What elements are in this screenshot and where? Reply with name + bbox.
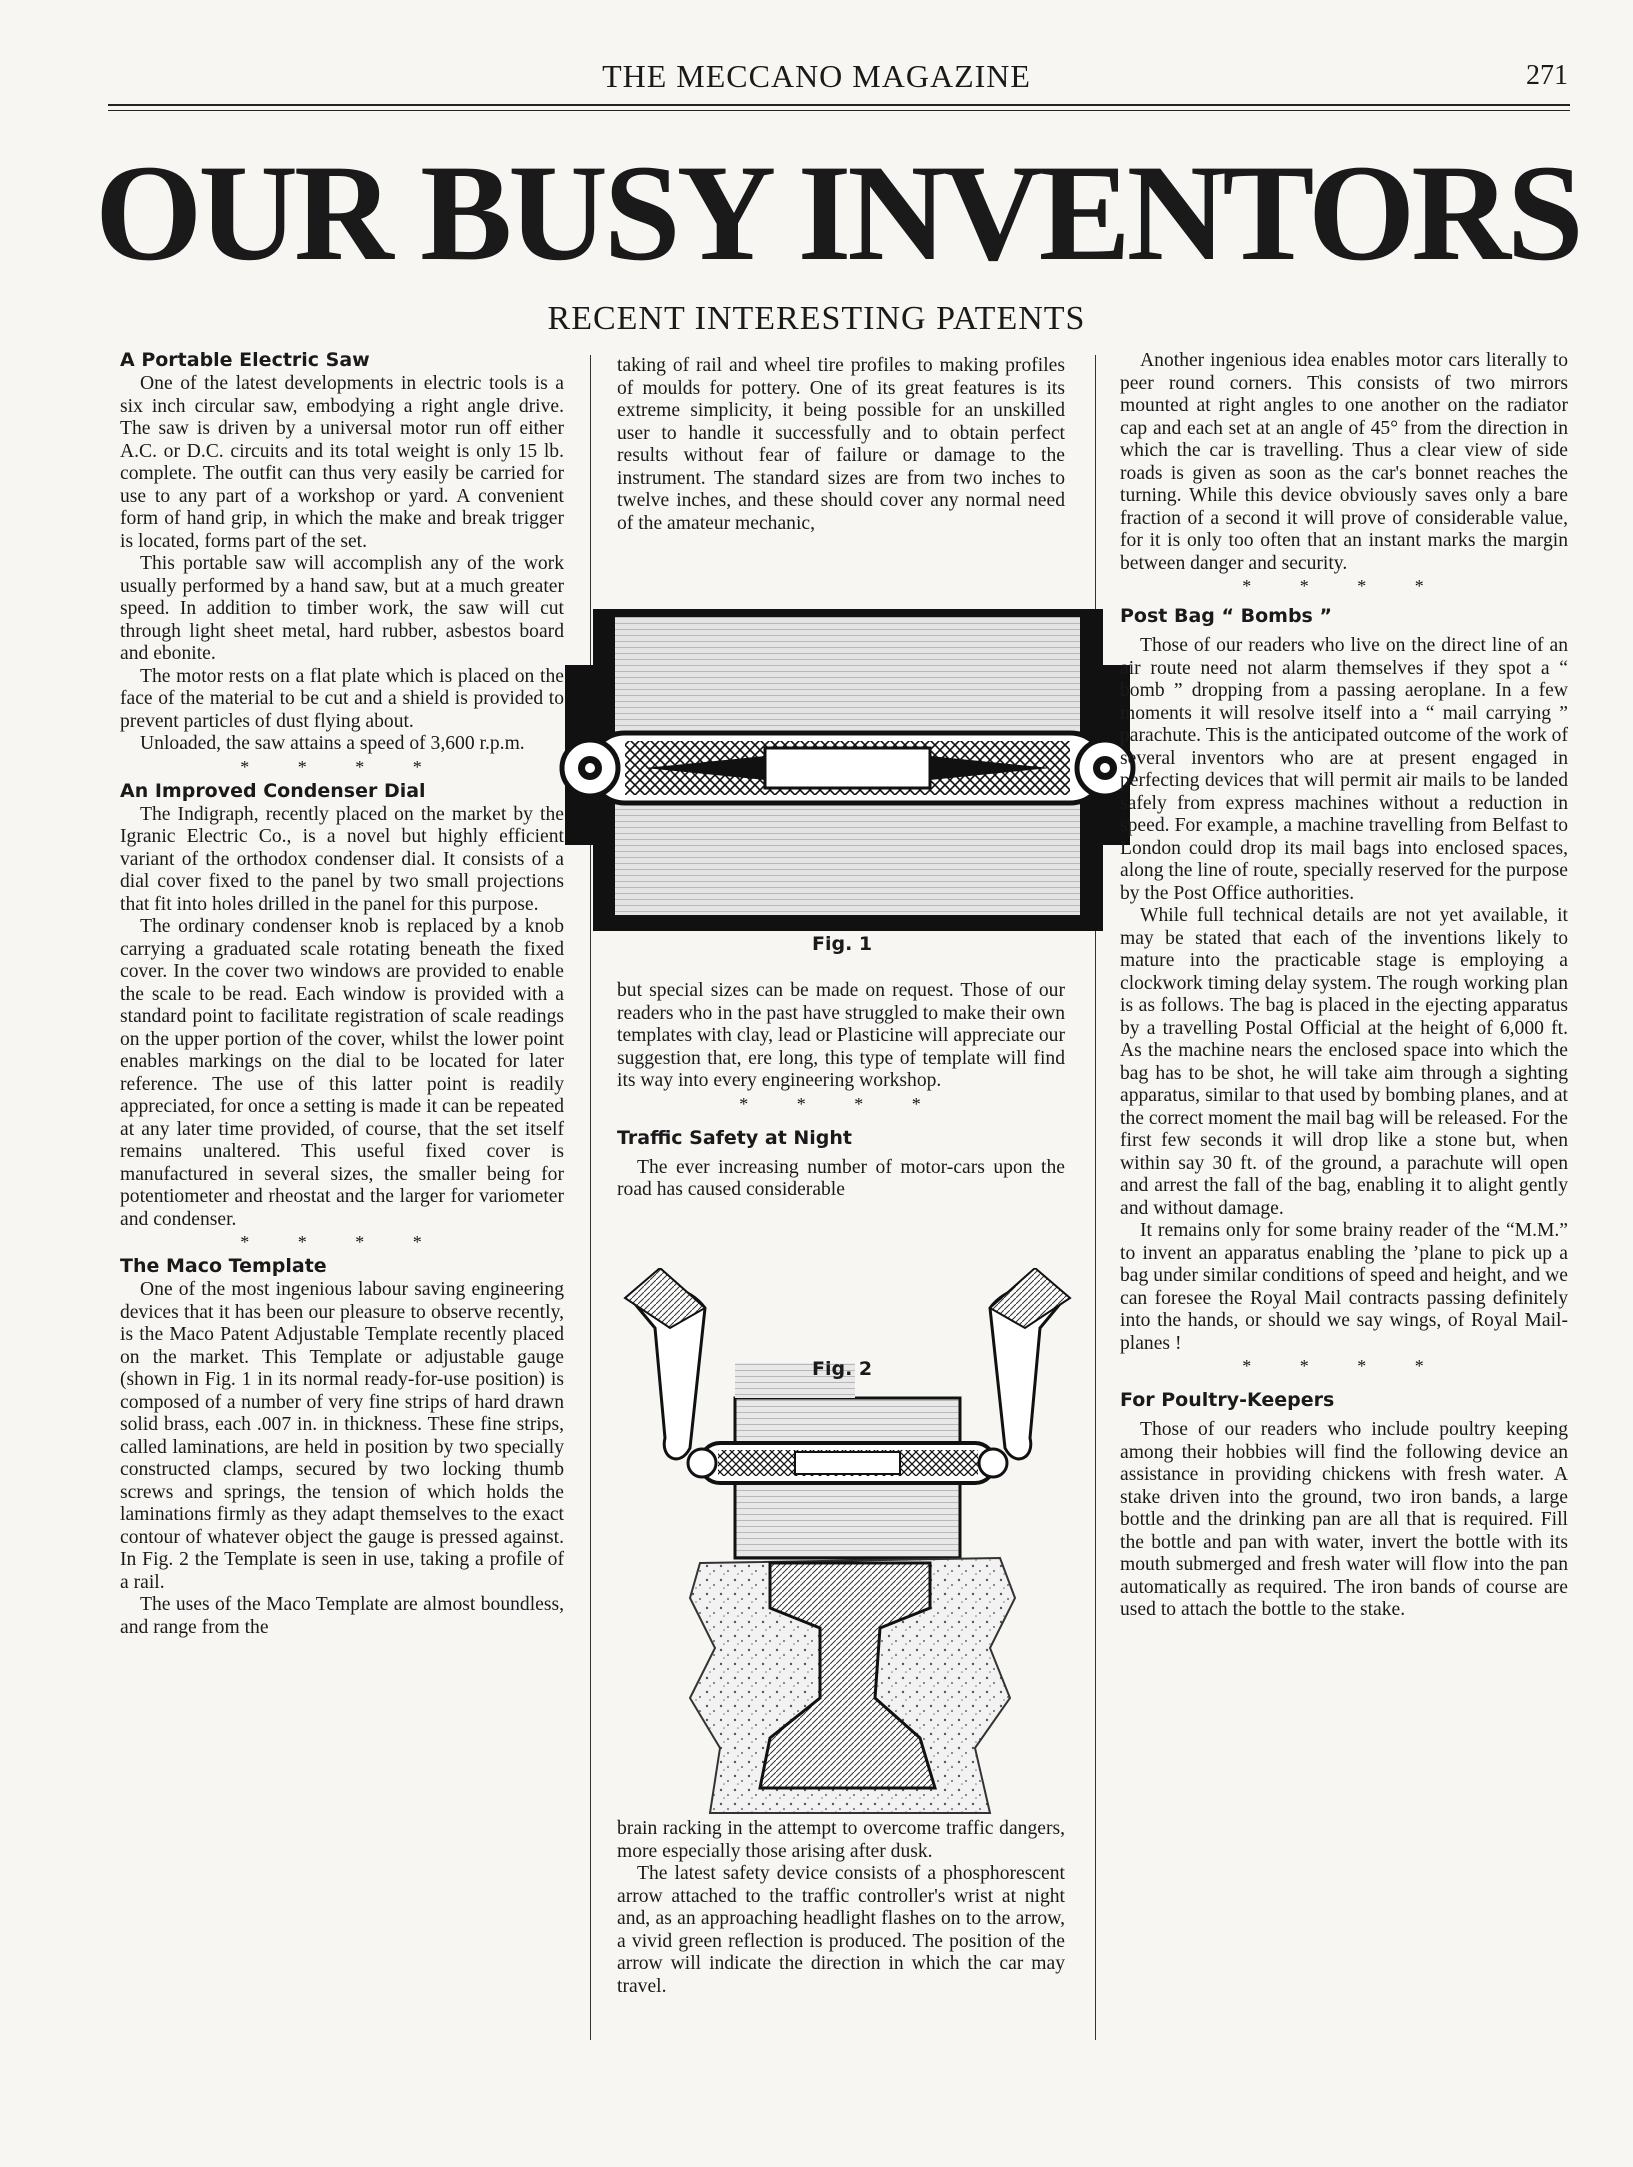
paragraph: The ordinary condenser knob is replaced by a knob carrying a graduated scale rotating beneath the fixed cover. In the cover two windows are provided to enable the scale to be read. Each window is provided with a standard point to facilitate registration of scale readings on the upper portion of the cover, whilst the lower point enables markings on the dial to be located for later reference. The use of this latter point is readily appreciated, for once a setting is made it can be repeated at any later time provided, of course, that the set itself remains unaltered. This useful fixed cover is manufactured in several sizes, the smaller being for potentiometer and rheostat and the larger for variometer and condenser. bbox=[120, 916, 564, 1230]
running-head bbox=[0, 58, 1633, 98]
column-left bbox=[120, 347, 564, 1639]
section-heading: Traffic Safety at Night bbox=[617, 1126, 853, 1149]
header-rule bbox=[108, 104, 1570, 106]
section-heading: A Portable Electric Saw bbox=[120, 349, 370, 371]
paragraph: brain racking in the attempt to overcome traffic dangers, more especially those arising after dusk. bbox=[617, 1818, 1065, 1862]
paragraph: taking of rail and wheel tire profiles to making profiles of moulds for pottery. One of its great features is its extreme simplicity, it being possible for an unskilled user to handle it successfully and to obtain perfect results without fear of failure or damage to the instrument. The standard sizes are from two inches to twelve inches, and these should cover any normal need of the amateur mechanic, bbox=[617, 355, 1065, 534]
section-separator: * * * * bbox=[739, 1093, 943, 1114]
section-separator: * * * * bbox=[240, 756, 444, 777]
section-heading: The Maco Template bbox=[120, 1255, 327, 1277]
paragraph: Unloaded, the saw attains a speed of 3,600 r.p.m. bbox=[140, 733, 525, 754]
paragraph: The latest safety device consists of a phosphorescent arrow attached to the traffic controller's wrist at night and, as an approaching headlight flashes on to the arrow, a vivid green reflection is produced. The position of the arrow will indicate the direction in which the car may travel. bbox=[617, 1863, 1065, 1997]
section-heading: Post Bag “ Bombs ” bbox=[1120, 605, 1332, 627]
paragraph: This portable saw will accomplish any of the work usually performed by a hand saw, but at a much greater speed. In addition to timber work, the saw will cut through light sheet metal, hard rubber, asbestos board and ebonite. bbox=[120, 553, 564, 664]
column-middle-top bbox=[617, 355, 1065, 535]
paragraph: The motor rests on a flat plate which is placed on the face of the material to be cut and a shield is provided to prevent particles of dust flying about. bbox=[120, 665, 564, 732]
template-on-rail-illustration bbox=[620, 1268, 1075, 1818]
paragraph: Another ingenious idea enables motor cars literally to peer round corners. This consists of two mirrors mounted at right angles to one another on the radiator cap and each set at an angle of 45° from the direction in which the car is travelling. Thus a clear view of side roads is given as soon as the car's bonnet reaches the turning. While this device obviously saves only a bare fraction of a second it will prove of considerable value, for it is only too often that an instant marks the margin between danger and security. bbox=[1120, 350, 1568, 574]
column-right bbox=[1120, 350, 1568, 1622]
figure-2 bbox=[620, 1268, 1075, 1818]
paragraph: One of the latest developments in electric tools is a six inch circular saw, embodying a right angle drive. The saw is driven by a universal motor run off either A.C. or D.C. circuits and its total weight is only 15 lb. complete. The outfit can thus very easily be carried for use to any part of a workshop or yard. A convenient form of hand grip, in which the make and break trigger is located, forms part of the set. bbox=[120, 373, 564, 552]
column-middle-bottom bbox=[617, 1818, 1065, 1998]
section-separator: * * * * bbox=[1242, 576, 1446, 596]
section-separator: * * * * bbox=[240, 1232, 444, 1252]
paragraph: One of the most ingenious labour saving engineering devices that it has been our pleasure to observe recently, is the Maco Patent Adjustable Template recently placed on the market. This Template or adjustable gauge (shown in Fig. 1 in its normal ready-for-use position) is composed of a number of very fine strips of hard drawn solid brass, each .007 in. in thickness. These fine strips, called laminations, are held in position by two specially constructed clamps, secured by two locking thumb screws and springs, the tension of which holds the laminations firmly as they adapt themselves to the exact contour of whatever object the gauge is pressed against. In Fig. 2 the Template is seen in use, taking a profile of a rail. bbox=[120, 1279, 564, 1593]
article-subtitle: RECENT INTERESTING PATENTS bbox=[547, 300, 1086, 337]
magazine-title: THE MECCANO MAGAZINE bbox=[602, 58, 1031, 94]
figure-1 bbox=[545, 605, 1150, 935]
column-middle-mid bbox=[617, 980, 1065, 1202]
article-title: OUR BUSY INVENTORS bbox=[95, 136, 1580, 289]
paragraph: The ever increasing number of motor-cars upon the road has caused considerable bbox=[617, 1156, 1065, 1200]
paragraph: The uses of the Maco Template are almost boundless, and range from the bbox=[120, 1594, 564, 1638]
section-heading: An Improved Condenser Dial bbox=[120, 779, 426, 802]
figure-1-caption: Fig. 1 bbox=[812, 933, 873, 955]
paragraph: Those of our readers who live on the direct line of an air route need not alarm themselves if they spot a “ bomb ” dropping from a passing aeroplane. In a few moments it will resolve itself into a “ mail carrying ” parachute. This is the anticipated outcome of the work of several inventors who are at present engaged in perfecting devices that will permit air mails to be landed safely from express machines without a reduction in speed. For example, a machine travelling from Belfast to London could drop its mail bags into enclosed spaces, along the line of route, specially reserved for the purpose by the Post Office authorities. bbox=[1120, 635, 1568, 904]
figure-2-caption: Fig. 2 bbox=[812, 1358, 873, 1380]
template-gauge-illustration bbox=[545, 605, 1150, 935]
section-heading: For Poultry-Keepers bbox=[1120, 1389, 1335, 1411]
paragraph: While full technical details are not yet available, it may be stated that each of the inventions likely to mature into the practicable stage is employing a clockwork timing delay system. The rough working plan is as follows. The bag is placed in the ejecting apparatus by a travelling Postal Official at the height of 6,000 ft. As the machine nears the enclosed space into which the bag has to be shot, he will take aim through a sighting apparatus, similar to that used by bombing planes, and at the correct moment the mail bag will be released. For the first few seconds it will drop like a stone but, when within say 30 ft. of the ground, a parachute will open and arrest the fall of the bag, enabling it to alight gently and without damage. bbox=[1120, 905, 1568, 1219]
paragraph: It remains only for some brainy reader of the “M.M.” to invent an apparatus enabling the ’plane to pick up a bag under similar conditions of speed and height, and we can foresee the Royal Mail contracts passing definitely into the hands, or should we say wings, of Royal Mail-planes ! bbox=[1120, 1220, 1568, 1354]
header-rule-thin bbox=[108, 110, 1570, 111]
page-number: 271 bbox=[1526, 60, 1568, 91]
paragraph: Those of our readers who include poultry keeping among their hobbies will find the following device an assistance in providing chickens with fresh water. A stake driven into the ground, two iron bands, a large bottle and the drinking pan are all that is required. Fill the bottle and pan with water, invert the bottle with its mouth submerged and fresh water will flow into the pan automatically as required. The iron bands of course are used to attach the bottle to the stake. bbox=[1120, 1419, 1568, 1620]
section-separator: * * * * bbox=[1242, 1356, 1446, 1376]
paragraph: The Indigraph, recently placed on the market by the Igranic Electric Co., is a novel but highly efficient variant of the orthodox condenser dial. It consists of a dial cover fixed to the panel by two small projections that fit into holes drilled in the panel for this purpose. bbox=[120, 803, 564, 915]
paragraph: but special sizes can be made on request. Those of our readers who in the past have struggled to make their own templates with clay, lead or Plasticine will appreciate our suggestion that, ere long, this type of template will find its way into every engineering workshop. bbox=[617, 980, 1065, 1091]
